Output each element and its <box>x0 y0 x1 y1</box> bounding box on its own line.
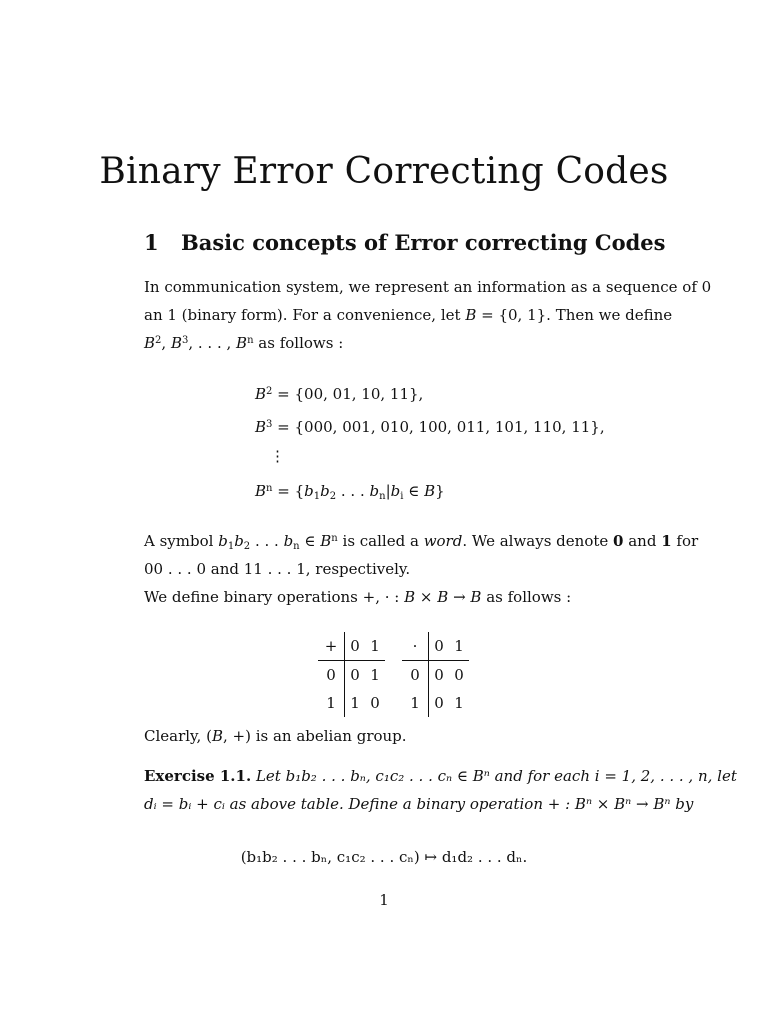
bold-zero: 0 <box>613 532 624 550</box>
intro-line-2 <box>144 305 673 325</box>
math-sep: ∈ <box>403 482 425 500</box>
math-var: B <box>424 482 436 500</box>
table-cell: 1 <box>350 694 360 712</box>
page-number: 1 <box>379 891 389 909</box>
multiplication-table <box>402 632 469 717</box>
exercise-line-1 <box>144 766 737 786</box>
document-title: Binary Error Correcting Codes <box>99 151 669 192</box>
table-cell: 0 <box>434 666 444 684</box>
equation-bn <box>255 481 445 501</box>
text: A symbol <box>144 532 219 550</box>
table-cell: 0 <box>454 666 464 684</box>
op-symbol: + <box>318 632 345 661</box>
math-exp: 3 <box>181 335 189 346</box>
math-exp: 3 <box>266 419 273 430</box>
math-var: b <box>304 482 314 500</box>
section-number: 1 <box>144 230 159 255</box>
math-sub: 1 <box>227 541 235 552</box>
col-header: 0 <box>345 632 366 661</box>
math-var: B <box>465 306 477 324</box>
math-exp: 2 <box>155 335 162 346</box>
math-var: b <box>283 532 294 550</box>
math-sub: 2 <box>329 491 337 502</box>
text: is called a <box>337 532 424 550</box>
math-var: B <box>320 532 332 550</box>
row-header: 0 <box>318 661 345 690</box>
math-var: B <box>404 588 416 606</box>
math-var: B <box>255 385 267 403</box>
bold-one: 1 <box>661 532 672 550</box>
equation-b2 <box>255 384 423 404</box>
math-var: B <box>437 588 449 606</box>
exercise-label: Exercise 1.1. <box>144 767 252 785</box>
operations-definition <box>144 587 571 607</box>
math-rhs: = {000, 001, 010, 100, 011, 101, 110, 11}, <box>272 418 605 436</box>
math-sep: × <box>415 588 438 606</box>
exercise-line-2: dᵢ = bᵢ + cᵢ as above table. Define a binary operation + : Bⁿ × Bⁿ → Bⁿ by <box>144 795 694 813</box>
math-var: B <box>470 588 482 606</box>
math-sep: = { <box>272 482 305 500</box>
math-exp: n <box>247 335 254 346</box>
row-header: 1 <box>318 689 345 717</box>
math-sub: 2 <box>243 541 251 552</box>
text: as follows : <box>481 588 572 606</box>
math-var: B <box>211 727 223 745</box>
vertical-dots: ⋮ <box>270 447 285 465</box>
math-var: B <box>144 334 156 352</box>
text: , +) is an abelian group. <box>222 727 407 745</box>
math-rhs: = {00, 01, 10, 11}, <box>272 385 424 403</box>
table-cell: 0 <box>434 694 444 712</box>
word-definition-line-2: 00 . . . 0 and 11 . . . 1, respectively. <box>144 560 411 578</box>
table-cell: 0 <box>370 694 380 712</box>
section-heading <box>144 229 665 257</box>
section-title: Basic concepts of Error correcting Codes <box>181 230 666 255</box>
math-sep: . . . <box>336 482 370 500</box>
math-var: b <box>390 482 401 500</box>
addition-table <box>318 632 385 717</box>
text: for <box>671 532 699 550</box>
math-var: b <box>218 532 228 550</box>
math-var: b <box>369 482 380 500</box>
math-sub: n <box>379 491 386 502</box>
math-var: B <box>255 418 267 436</box>
abelian-group-statement <box>144 726 407 746</box>
math-var: B <box>236 334 248 352</box>
intro-line-3 <box>144 333 343 353</box>
math-sep: ∈ <box>299 532 321 550</box>
exercise-map: (b₁b₂ . . . bₙ, c₁c₂ . . . cₙ) ↦ d₁d₂ . . . dₙ. <box>240 848 528 866</box>
equation-b3 <box>255 417 605 437</box>
col-header: 1 <box>449 632 469 661</box>
math-sep: , <box>161 334 171 352</box>
math-var: b <box>320 482 330 500</box>
intro-text: as follows : <box>253 334 344 352</box>
math-var: b <box>234 532 244 550</box>
math-sub: i <box>400 491 404 502</box>
col-header: 1 <box>365 632 385 661</box>
math-var: B <box>170 334 182 352</box>
math-exp: n <box>331 533 338 544</box>
table-cell: 1 <box>370 666 380 684</box>
text: We define binary operations +, · : <box>144 588 405 606</box>
math-sep: → <box>448 588 471 606</box>
table-cell: 1 <box>454 694 464 712</box>
emphasis-word: word <box>423 532 463 550</box>
intro-line-1: In communication system, we represent an information as a sequence of 0 <box>144 278 712 296</box>
math-sep: } <box>435 482 445 500</box>
text: Clearly, ( <box>144 727 212 745</box>
exercise-text: Let b₁b₂ . . . bₙ, c₁c₂ . . . cₙ ∈ Bⁿ and for each i = 1, 2, . . . , n, let <box>251 767 737 785</box>
intro-text: = {0, 1}. Then we define <box>476 306 673 324</box>
word-definition-line-1 <box>144 531 699 552</box>
math-sep: | <box>385 482 391 500</box>
col-header: 0 <box>429 632 450 661</box>
math-sep: , . . . , <box>188 334 237 352</box>
math-sep: . . . <box>250 532 284 550</box>
math-exp: 2 <box>266 386 273 397</box>
math-var: B <box>255 482 267 500</box>
table-cell: 0 <box>350 666 360 684</box>
math-sub: n <box>293 541 300 552</box>
text: . We always denote <box>462 532 614 550</box>
row-header: 0 <box>402 661 429 690</box>
intro-text: an 1 (binary form). For a convenience, let <box>144 306 466 324</box>
row-header: 1 <box>402 689 429 717</box>
math-exp: n <box>266 483 273 494</box>
math-sub: 1 <box>313 491 321 502</box>
op-symbol: · <box>402 632 429 661</box>
text: and <box>623 532 662 550</box>
